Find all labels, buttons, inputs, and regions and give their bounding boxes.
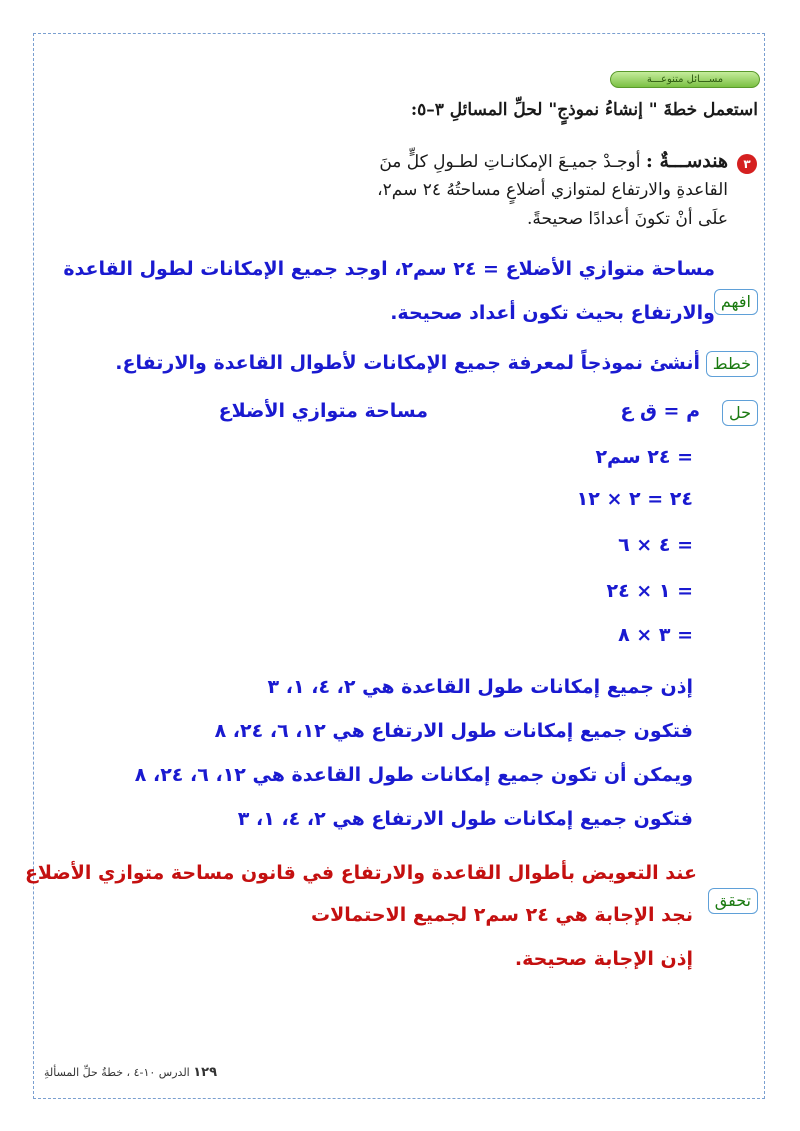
solve-tag: حل (722, 400, 758, 426)
solve-result-1: إذن جميع إمكانات طول القاعدة هي ٢، ٤، ١، ٣ (267, 676, 693, 698)
footer (44, 1065, 217, 1080)
solve-formula: م = ق ع (620, 400, 700, 422)
solve-result-2: فتكون جميع إمكانات طول الارتفاع هي ١٢، ٦، ٢٤، ٨ (214, 720, 693, 742)
problem-label: هندســـةٌ : (645, 150, 728, 172)
solve-eq-4: = ١ × ٢٤ (606, 580, 693, 602)
plan-tag: خطط (706, 351, 758, 377)
solve-eq-5: = ٣ × ٨ (618, 624, 693, 646)
solve-eq-3: = ٤ × ٦ (618, 534, 693, 556)
solve-result-3: ويمكن أن تكون جميع إمكانات طول القاعدة هي ١٢، ٦، ٢٤، ٨ (134, 764, 693, 786)
problem-text-1: أوجـدْ جميـعَ الإمكانـاتِ لطـولِ كلٍّ منَ (379, 152, 641, 172)
instruction-text: استعمل خطةَ " إنشاءُ نموذجٍ" لحلِّ المسائلِ ٣–٥: (410, 100, 758, 120)
plan-line-1: أنشئ نموذجاً لمعرفة جميع الإمكانات لأطوال القاعدة والارتفاع. (115, 352, 700, 374)
solve-eq-1: = ٢٤ سم٢ (595, 446, 693, 468)
check-line-2: نجد الإجابة هي ٢٤ سم٢ لجميع الاحتمالات (311, 904, 693, 926)
footer-lesson: الدرس ١٠-٤ ، خطةُ حلِّ المسألةِ (44, 1066, 190, 1079)
solve-result-4: فتكون جميع إمكانات طول الارتفاع هي ٢، ٤، ١، ٣ (237, 808, 693, 830)
check-tag: تحقق (708, 888, 758, 914)
understand-line-1: مساحة متوازي الأضلاع = ٢٤ سم٢، اوجد جميع الإمكانات لطول القاعدة (63, 258, 715, 280)
problem-line-2: القاعدةِ والارتفاع لمتوازي أضلاعٍ مساحتُهُ ٢٤ سم٢، (377, 180, 728, 200)
footer-page-number: ١٢٩ (193, 1065, 218, 1080)
problem-line-1 (379, 150, 728, 172)
solve-formula-label: مساحة متوازي الأضلاع (218, 400, 428, 422)
understand-tag: افهم (714, 289, 758, 315)
problem-number-badge: ٣ (737, 154, 757, 174)
problem-line-3: علَى أنْ تكونَ أعدادًا صحيحةً. (527, 209, 728, 229)
check-line-1: عند التعويض بأطوال القاعدة والارتفاع في قانون مساحة متوازي الأضلاع (24, 862, 697, 884)
solve-eq-2: ٢٤ = ٢ × ١٢ (576, 488, 693, 510)
section-pill: مســـائل متنوعـــة (610, 71, 760, 88)
check-line-3: إذن الإجابة صحيحة. (514, 948, 693, 970)
understand-line-2: والارتفاع بحيث تكون أعداد صحيحة. (390, 302, 715, 324)
